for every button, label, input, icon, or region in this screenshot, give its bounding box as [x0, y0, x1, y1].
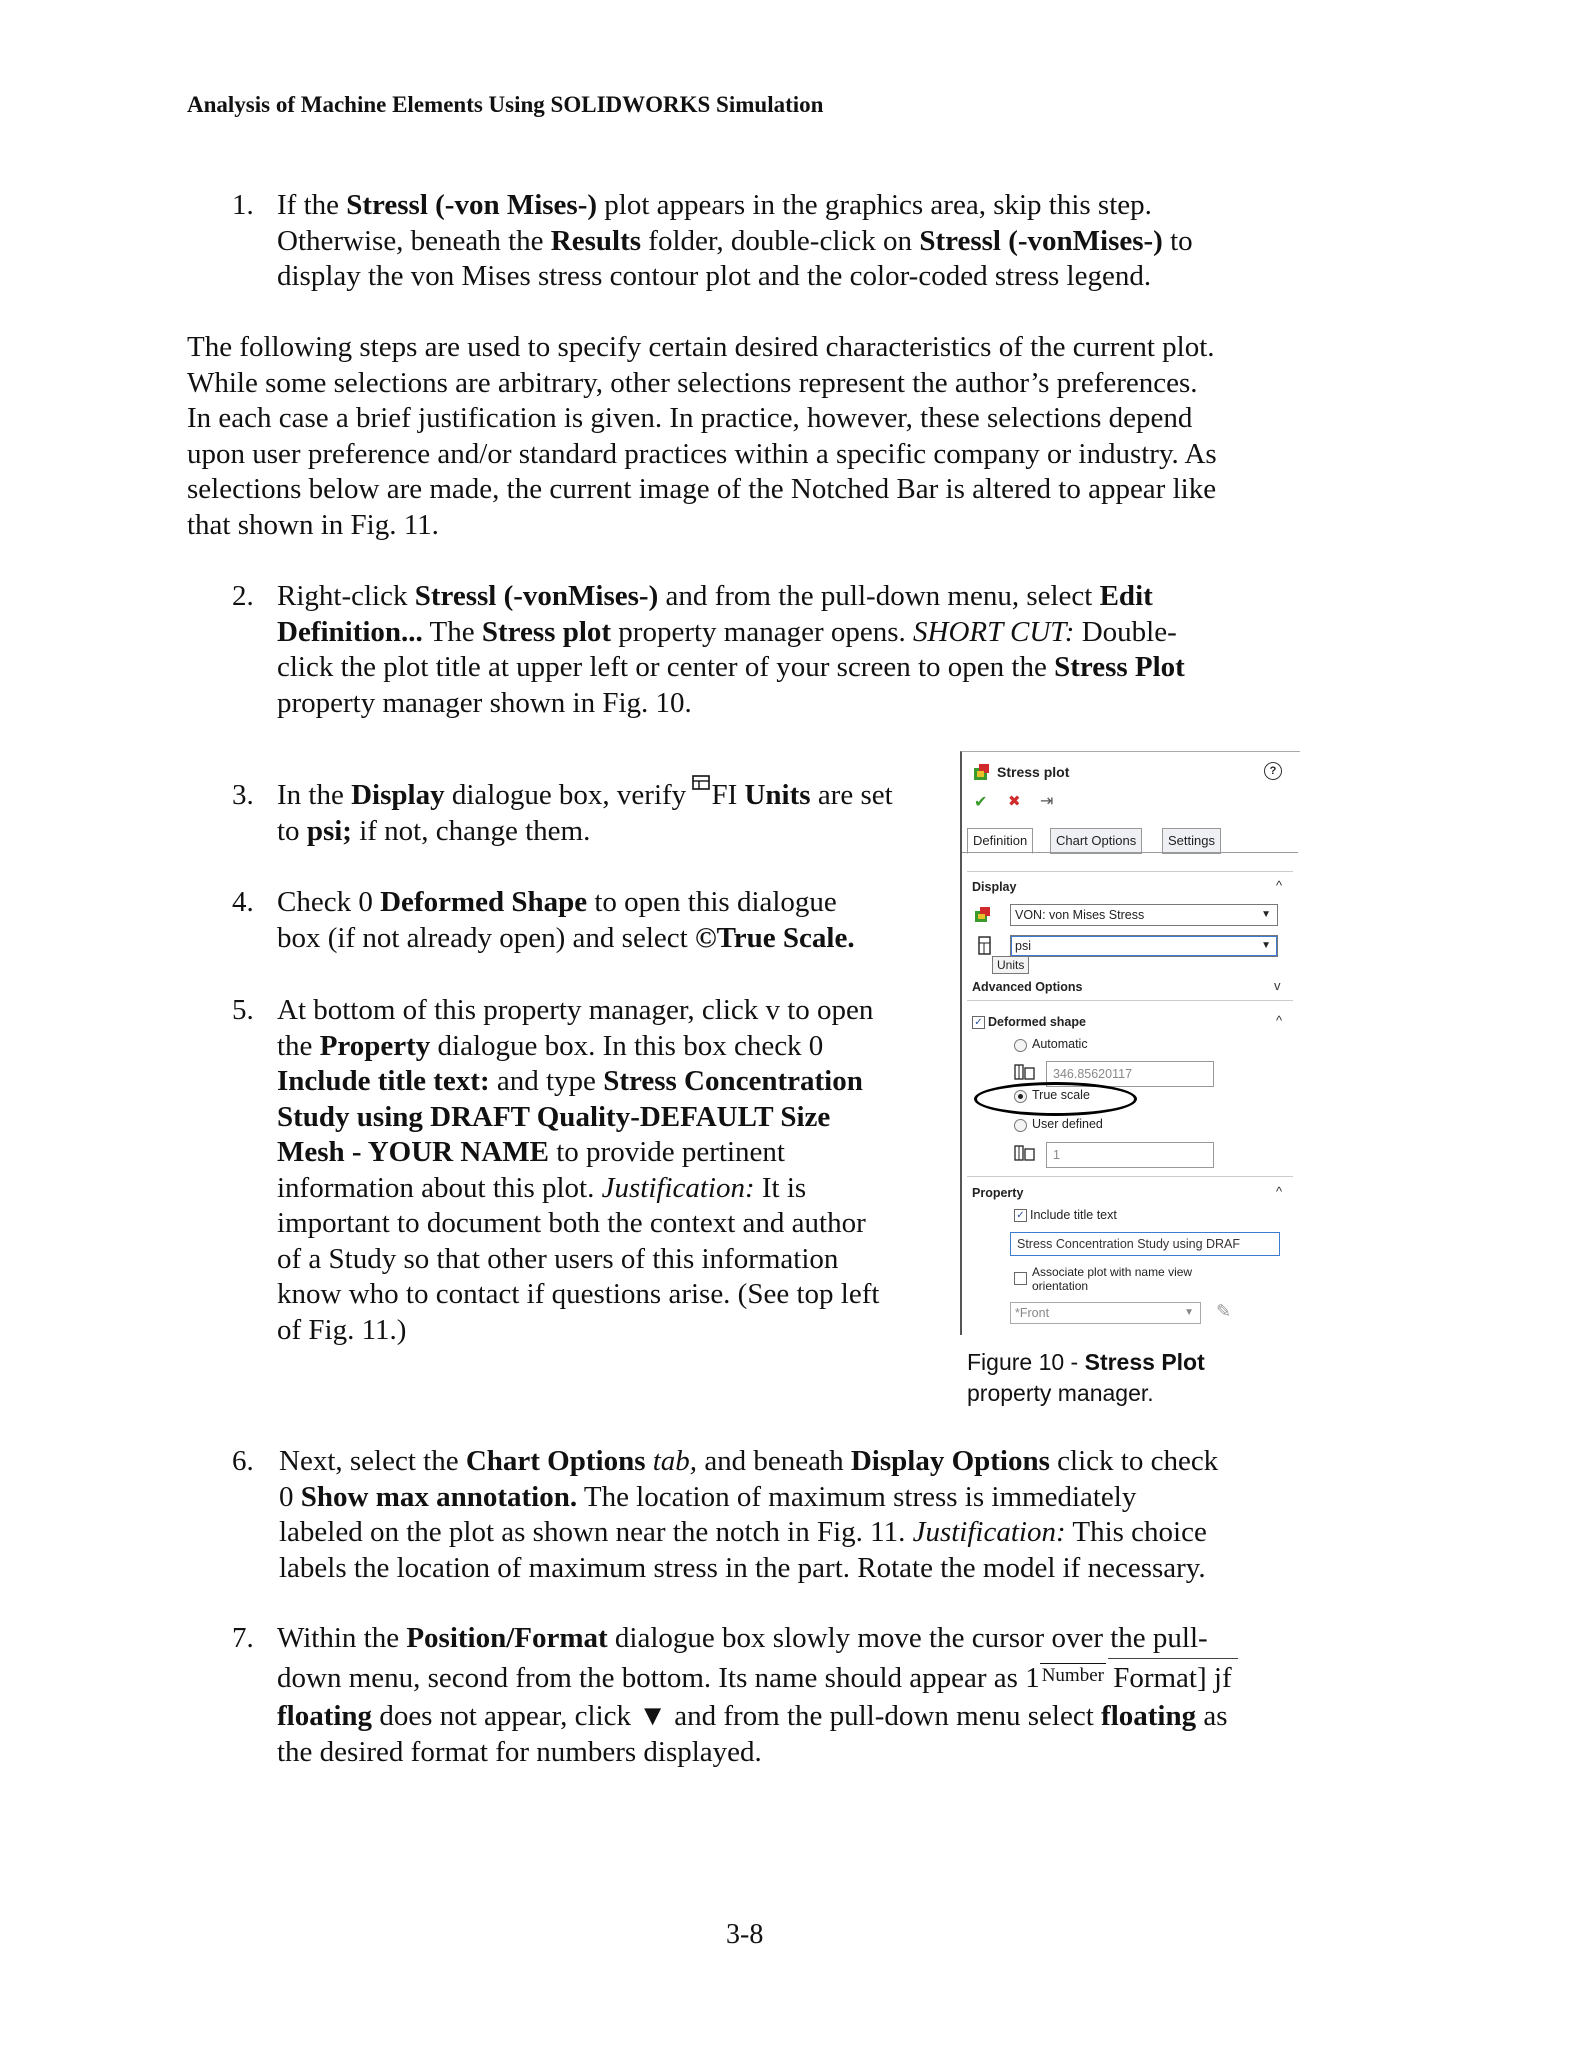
chevron-down-icon: ▼ — [1261, 940, 1271, 951]
deformed-shape-label: Deformed shape — [988, 1015, 1086, 1029]
number-format-tooltip: Number — [1041, 1664, 1104, 1686]
expand-icon[interactable]: v — [1274, 978, 1281, 993]
chevron-down-icon: ▼ — [1261, 909, 1271, 920]
step-text: If the Stressl (-von Mises-) plot appears in the graphics area, skip this step. Otherwise, beneath the Results folder, double-click on Stressl (-vonMises-) to display the von Mises stress contour plot and the color-coded stress legend. — [277, 189, 1193, 292]
stress-plot-property-manager — [960, 751, 1300, 1335]
pin-icon[interactable]: ⇥ — [1040, 793, 1054, 810]
step-3 — [232, 778, 932, 853]
stress-type-icon — [974, 906, 994, 927]
automatic-radio[interactable] — [1014, 1039, 1027, 1052]
divider — [967, 1000, 1293, 1001]
running-header: Analysis of Machine Elements Using SOLIDWORKS Simulation — [187, 92, 824, 117]
step-text: Next, select the Chart Options tab, and beneath Display Options click to check 0 Show max annotation. The location of maximum stress is immediately labeled on the plot as shown near the notch in Fig. 11. Justification: This choice labels the location of maximum stress in the part. Rotate the model if necessary. — [279, 1445, 1219, 1584]
chevron-down-icon: ▼ — [1184, 1307, 1194, 1318]
deformed-shape-checkbox[interactable]: ✓ — [972, 1016, 985, 1029]
collapse-icon[interactable]: ^ — [1276, 1013, 1283, 1028]
intro-paragraph: The following steps are used to specify certain desired characteristics of the current plot. While some selections are arbitrary, other selections represent the author’s preferences. In each case a brief justification is given. In practice, however, these selections depend upon user preference and/or standard practices within a specific company or industry. As selections below are made, the current image of the Notched Bar is altered to appear like that shown in Fig. 11. — [187, 331, 1217, 541]
step-4 — [232, 885, 932, 960]
user-defined-scale-input[interactable]: 1 — [1046, 1142, 1214, 1168]
units-dropdown[interactable]: psi ▼ — [1010, 935, 1278, 957]
include-title-label: Include title text — [1030, 1208, 1117, 1222]
tab-definition[interactable]: Definition — [967, 828, 1033, 854]
step-number: 4. — [232, 886, 254, 918]
true-scale-label: True scale — [1032, 1088, 1090, 1102]
automatic-scale-input[interactable]: 346.85620117 — [1046, 1061, 1214, 1087]
eyedropper-icon[interactable]: ✎ — [1216, 1301, 1232, 1321]
help-icon[interactable]: ? — [1264, 762, 1282, 780]
tab-divider — [962, 852, 1298, 853]
step-text: In the Display dialogue box, verify FI Units are set to psi; if not, change them. — [277, 778, 893, 849]
step-number: 7. — [232, 1622, 254, 1654]
page-number: 3-8 — [726, 1919, 764, 1950]
step-7 — [232, 1621, 1352, 1771]
property-section-label: Property — [972, 1186, 1024, 1200]
view-orientation-dropdown[interactable]: *Front ▼ — [1010, 1302, 1201, 1324]
step-number: 6. — [232, 1445, 254, 1477]
collapse-icon[interactable]: ^ — [1276, 1184, 1283, 1199]
step-number: 1. — [232, 189, 254, 221]
step-1 — [232, 188, 1332, 298]
ok-icon[interactable]: ✔ — [974, 794, 988, 811]
advanced-options-label[interactable]: Advanced Options — [972, 980, 1083, 994]
figure-caption: Figure 10 - Stress Plot property manager. — [967, 1349, 1205, 1406]
automatic-label: Automatic — [1032, 1037, 1088, 1051]
associate-view-checkbox[interactable] — [1014, 1272, 1027, 1285]
step-6 — [232, 1444, 1332, 1589]
user-defined-label: User defined — [1032, 1117, 1103, 1131]
stress-component-dropdown[interactable]: VON: von Mises Stress ▼ — [1010, 904, 1278, 926]
divider — [967, 1176, 1293, 1177]
scale-factor-icon — [1014, 1064, 1032, 1080]
tab-chart-options[interactable]: Chart Options — [1050, 828, 1142, 854]
step-number: 5. — [232, 994, 254, 1026]
display-section-label: Display — [972, 880, 1017, 894]
associate-view-label: Associate plot with name view orientation — [1032, 1265, 1193, 1293]
step-text: At bottom of this property manager, click v to open the Property dialogue box. In this box check 0 Include title text: and type Stress Concentration Study using DRAFT Quality-DEFAULT Size Mesh - YOUR NAME to provide pertinent information about this plot. Justification: It is important to document both the context and author of a Study so that other users of this information know who to contact if questions arise. (See top left of Fig. 11.) — [277, 994, 880, 1346]
stress-plot-icon — [972, 762, 992, 785]
collapse-icon[interactable]: ^ — [1276, 878, 1283, 893]
step-text: Within the Position/Format dialogue box slowly move the cursor over the pull- down menu, second from the bottom. Its name should appear as 1 $^{Number}$ Format] jf floating does not appear, click ▼ and from the pull-down menu select floating as the desired format for numbers displayed. — [277, 1622, 1232, 1768]
user-defined-radio[interactable] — [1014, 1119, 1027, 1132]
cancel-icon[interactable]: ✖ — [1008, 793, 1021, 810]
step-text: Check 0 Deformed Shape to open this dialogue box (if not already open) and select ©True Scale. — [277, 886, 855, 954]
tab-settings[interactable]: Settings — [1162, 828, 1221, 854]
step-number: 3. — [232, 779, 254, 811]
step-number: 2. — [232, 580, 254, 612]
step-2 — [232, 579, 1332, 724]
true-scale-radio[interactable] — [1014, 1090, 1027, 1103]
step-5 — [232, 993, 932, 1353]
scale-factor-icon — [1014, 1145, 1032, 1161]
divider — [967, 871, 1293, 872]
include-title-checkbox[interactable]: ✓ — [1014, 1209, 1027, 1222]
panel-title: Stress plot — [997, 764, 1070, 780]
title-text-input[interactable]: Stress Concentration Study using DRAF — [1010, 1232, 1280, 1256]
step-text: Right-click Stressl (-vonMises-) and from the pull-down menu, select Edit Definition... The Stress plot property manager opens. SHORT CUT: Double- click the plot title at upper left or center of your screen to open the Stress Plot property manager shown in Fig. 10. — [277, 580, 1185, 719]
units-icon — [978, 936, 992, 959]
units-tooltip: Units — [992, 956, 1029, 974]
